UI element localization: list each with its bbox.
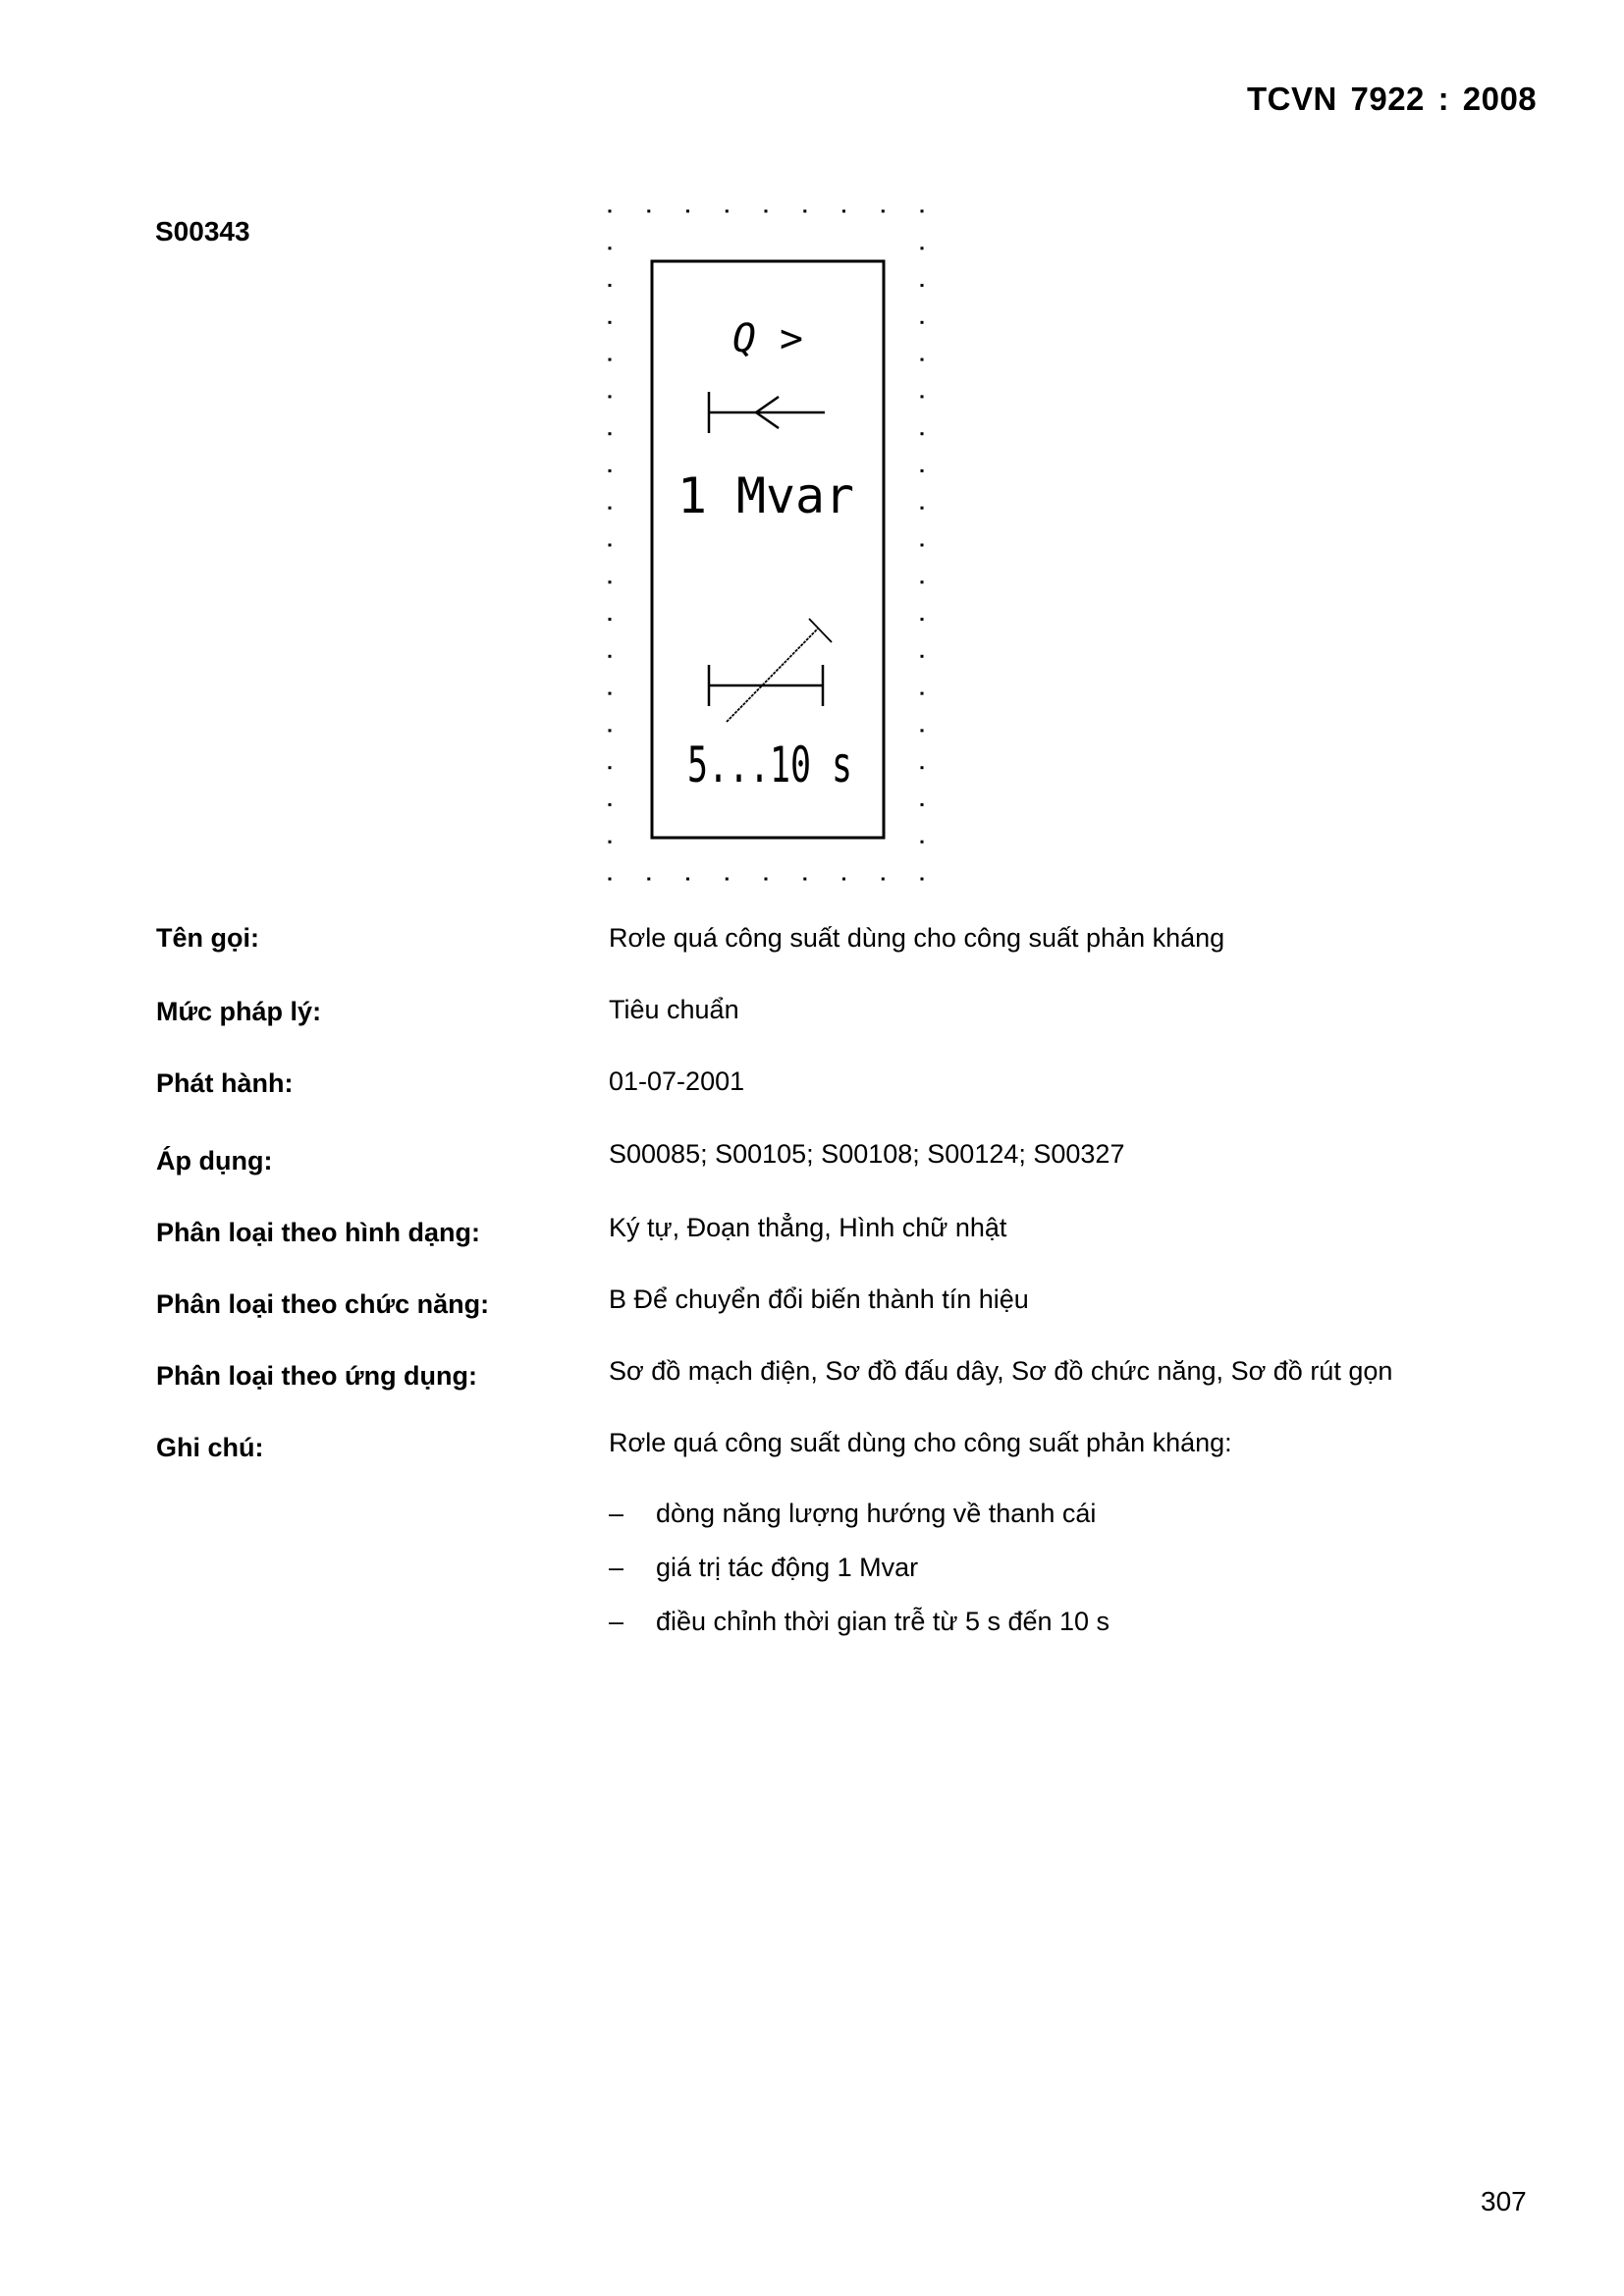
grid-dot bbox=[609, 210, 612, 213]
grid-dot bbox=[921, 692, 924, 695]
grid-dot bbox=[921, 841, 924, 844]
grid-dot bbox=[609, 321, 612, 324]
field-label-name: Tên gọi: bbox=[156, 923, 259, 953]
grid-dot bbox=[921, 803, 924, 806]
grid-dot bbox=[609, 618, 612, 621]
grid-dot bbox=[921, 729, 924, 732]
bullet-dash: – bbox=[609, 1499, 624, 1528]
grid-dot bbox=[921, 766, 924, 769]
grid-dot bbox=[609, 803, 612, 806]
grid-dot bbox=[647, 878, 650, 881]
field-value-legal-level: Tiêu chuẩn bbox=[609, 995, 739, 1024]
direction-arrow-icon bbox=[709, 392, 825, 433]
note-item: giá trị tác động 1 Mvar bbox=[656, 1553, 919, 1582]
grid-dot bbox=[765, 210, 768, 213]
grid-dot bbox=[609, 507, 612, 510]
grid-dot bbox=[726, 878, 729, 881]
grid-dot bbox=[921, 544, 924, 547]
grid-dot bbox=[921, 284, 924, 287]
symbol-drawing bbox=[0, 0, 1624, 982]
grid-dot bbox=[609, 358, 612, 361]
field-value-issued: 01-07-2001 bbox=[609, 1066, 745, 1096]
field-label-function-class: Phân loại theo chức năng: bbox=[156, 1289, 490, 1319]
symbol-id: S00343 bbox=[155, 216, 250, 246]
bullet-dash: – bbox=[609, 1553, 624, 1582]
grid-dot bbox=[921, 655, 924, 658]
qualifier-text: Q > bbox=[732, 316, 803, 361]
field-value-function-class: B Để chuyển đổi biến thành tín hiệu bbox=[609, 1285, 1029, 1314]
bullet-dash: – bbox=[609, 1607, 624, 1636]
field-label-shape-class: Phân loại theo hình dạng: bbox=[156, 1218, 480, 1247]
grid-dot bbox=[609, 655, 612, 658]
grid-dot bbox=[921, 246, 924, 249]
grid-dot bbox=[921, 358, 924, 361]
grid-dot bbox=[842, 878, 845, 881]
field-value-shape-class: Ký tự, Đoạn thẳng, Hình chữ nhật bbox=[609, 1213, 1007, 1242]
page-number: 307 bbox=[1481, 2186, 1527, 2216]
grid-dot bbox=[921, 469, 924, 472]
grid-dot bbox=[803, 878, 806, 881]
grid-dot bbox=[609, 284, 612, 287]
field-label-notes: Ghi chú: bbox=[156, 1433, 264, 1462]
grid-dot bbox=[609, 580, 612, 583]
grid-dot bbox=[921, 878, 924, 881]
grid-dot bbox=[765, 878, 768, 881]
grid-dot bbox=[803, 210, 806, 213]
grid-dot bbox=[609, 395, 612, 398]
grid-dot bbox=[921, 210, 924, 213]
grid-dot bbox=[609, 766, 612, 769]
grid-dot bbox=[609, 469, 612, 472]
grid-dot bbox=[726, 210, 729, 213]
grid-dot bbox=[882, 878, 885, 881]
grid-dot bbox=[842, 210, 845, 213]
field-value-application-class: Sơ đồ mạch điện, Sơ đồ đấu dây, Sơ đồ chức năng, Sơ đồ rút gọn bbox=[609, 1356, 1393, 1386]
grid-dot bbox=[921, 432, 924, 435]
field-value-applies: S00085; S00105; S00108; S00124; S00327 bbox=[609, 1139, 1125, 1169]
grid-dot bbox=[609, 692, 612, 695]
field-label-issued: Phát hành: bbox=[156, 1068, 294, 1098]
time-delay-icon bbox=[709, 619, 832, 722]
grid-dot bbox=[609, 432, 612, 435]
grid-dot bbox=[921, 580, 924, 583]
grid-dot bbox=[686, 878, 689, 881]
grid-dot bbox=[921, 321, 924, 324]
grid-dot bbox=[609, 246, 612, 249]
grid-dot bbox=[921, 507, 924, 510]
grid-dot bbox=[609, 878, 612, 881]
field-label-application-class: Phân loại theo ứng dụng: bbox=[156, 1361, 478, 1391]
standard-header: TCVN 7922 : 2008 bbox=[1247, 81, 1538, 117]
grid-dot bbox=[647, 210, 650, 213]
grid-dot bbox=[609, 841, 612, 844]
setting-text: 1 Mvar bbox=[677, 467, 854, 524]
grid-dot bbox=[882, 210, 885, 213]
grid-dot bbox=[609, 729, 612, 732]
field-value-notes: Rơle quá công suất dùng cho công suất phản kháng: bbox=[609, 1428, 1232, 1457]
grid-dot bbox=[921, 395, 924, 398]
field-label-applies: Áp dụng: bbox=[156, 1146, 273, 1175]
field-value-name: Rơle quá công suất dùng cho công suất phản kháng bbox=[609, 923, 1225, 953]
grid-dot bbox=[686, 210, 689, 213]
note-item: điều chỉnh thời gian trễ từ 5 s đến 10 s bbox=[656, 1607, 1110, 1636]
grid-dot bbox=[609, 544, 612, 547]
field-label-legal-level: Mức pháp lý: bbox=[156, 997, 322, 1026]
grid-dot bbox=[921, 618, 924, 621]
note-item: dòng năng lượng hướng về thanh cái bbox=[656, 1499, 1097, 1528]
delay-text: 5...10 s bbox=[687, 737, 852, 793]
